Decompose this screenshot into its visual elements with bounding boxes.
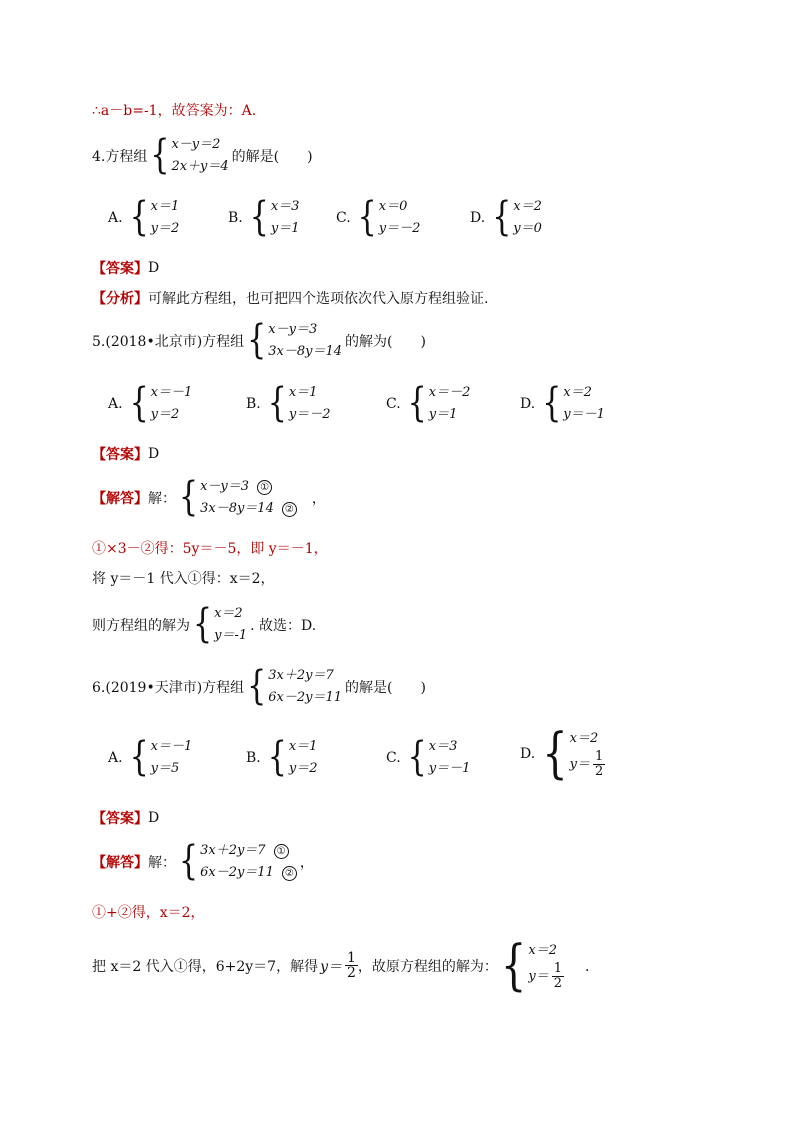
q5-answer — [92, 444, 159, 464]
q3-conclusion-text: ∴a－b=-1，故答案为：A. — [92, 103, 257, 119]
q6-option-b-y: y＝2 — [288, 761, 318, 776]
q6-option-a-label: A. — [108, 750, 123, 766]
q3-conclusion — [92, 100, 256, 120]
q6-solution-eq-2: 6x－2y＝11 — [200, 865, 274, 880]
circled-two-icon: ② — [282, 502, 297, 517]
q5-step-1 — [92, 538, 328, 558]
q4-system — [150, 131, 229, 179]
brace-icon: { — [129, 379, 149, 427]
brace-icon: { — [542, 722, 568, 785]
q5-step-3-y: y＝-1 — [214, 628, 248, 643]
q6-answer-value: D — [148, 810, 160, 826]
brace-icon: { — [267, 733, 287, 781]
q5-option-c-x: x＝－2 — [428, 385, 471, 400]
q4-option-a-y: y＝2 — [150, 221, 180, 236]
q6-solution — [92, 837, 314, 885]
q5-stem-suffix: 的解为( ) — [345, 334, 426, 350]
q5-solution-system — [179, 473, 297, 521]
fraction-denominator: 2 — [553, 976, 563, 991]
brace-icon: { — [129, 733, 149, 781]
q5-step-3-x: x＝2 — [214, 606, 243, 621]
q4-option-c-label: C. — [336, 210, 351, 226]
q6-option-c-y: y＝－1 — [428, 761, 471, 776]
q6-option-a — [108, 733, 195, 781]
q6-option-d — [520, 722, 608, 785]
q5-step-3 — [92, 600, 317, 648]
q6-option-d-x: x＝2 — [569, 731, 599, 746]
q6-step-2 — [92, 934, 600, 997]
q5-answer-tag: 【答案】 — [92, 447, 148, 463]
q4-option-d-label: D. — [470, 210, 486, 226]
brace-icon: { — [193, 600, 213, 648]
q5-solution-tag: 【解答】 — [92, 491, 148, 507]
q6-eq-2: 6x－2y＝11 — [268, 690, 343, 705]
q4-option-d-y: y＝0 — [513, 221, 542, 236]
circled-one-icon: ① — [274, 844, 289, 859]
q6-final-suffix: ． — [585, 958, 600, 975]
q5-solution — [92, 473, 326, 521]
q5-step-1-text: ①×3－②得：5y＝－5，即 y＝－1， — [92, 541, 328, 557]
q5-step-3-prefix: 则方程组的解为 — [92, 618, 190, 634]
q5-step-2 — [92, 568, 275, 588]
q5-stem — [92, 316, 426, 364]
q6-stem-suffix: 的解是( ) — [345, 680, 426, 696]
q4-option-b — [228, 193, 302, 241]
q4-answer-value: D — [148, 260, 160, 276]
q5-option-b-x: x＝1 — [288, 385, 318, 400]
brace-icon: { — [357, 193, 377, 241]
q5-option-a — [108, 379, 195, 427]
q6-step-2-mid: ，故原方程组的解为： — [357, 958, 498, 975]
q4-option-b-label: B. — [228, 210, 243, 226]
q6-final-y-prefix: y＝ — [528, 968, 549, 984]
q5-option-c-label: C. — [386, 396, 401, 412]
q6-solution-eq-1: 3x＋2y＝7 — [200, 843, 266, 858]
q6-system — [247, 662, 343, 710]
q6-step-1 — [92, 902, 205, 922]
brace-icon: { — [407, 733, 427, 781]
q6-option-c — [386, 733, 473, 781]
fraction-denominator: 2 — [347, 965, 356, 981]
q5-step-3-suffix: . 故选：D. — [250, 618, 317, 634]
q6-answer-tag: 【答案】 — [92, 811, 148, 827]
q4-eq-2: 2x＋y＝4 — [171, 159, 229, 174]
q4-option-c-y: y＝－2 — [378, 221, 421, 236]
q5-option-d — [520, 379, 608, 427]
q6-option-a-x: x＝－1 — [150, 739, 193, 754]
q4-stem-suffix: 的解是( ) — [231, 149, 313, 165]
q5-option-a-y: y＝2 — [150, 407, 180, 422]
brace-icon: { — [500, 934, 527, 997]
q4-analysis-text: 可解此方程组，也可把四个选项依次代入原方程组验证. — [148, 291, 489, 307]
q6-step-2-fraction — [345, 951, 358, 980]
q6-after-system: ， — [299, 855, 314, 871]
circled-one-icon: ① — [257, 480, 272, 495]
q6-answer — [92, 808, 159, 828]
q5-eq-1: x－y＝3 — [268, 322, 318, 337]
brace-icon: { — [407, 379, 427, 427]
fraction-denominator: 2 — [595, 764, 604, 779]
q5-option-d-x: x＝2 — [563, 385, 592, 400]
q5-solution-intro: 解： — [148, 491, 176, 507]
q5-step-2-text: 将 y＝－1 代入①得：x＝2， — [92, 571, 275, 587]
q5-option-a-label: A. — [108, 396, 123, 412]
q5-solution-eq-2: 3x－8y＝14 — [200, 501, 274, 516]
q6-stem — [92, 662, 426, 710]
q4-stem-prefix: 4.方程组 — [92, 149, 148, 165]
fraction-numerator: 1 — [347, 950, 356, 966]
q6-step-2-prefix: 把 x＝2 代入①得，6+2y＝7，解得 — [92, 958, 319, 975]
q6-solution-intro: 解： — [148, 855, 176, 871]
q5-option-b — [246, 379, 333, 427]
q6-option-c-label: C. — [386, 750, 401, 766]
brace-icon: { — [542, 379, 562, 427]
q5-option-b-y: y＝－2 — [288, 407, 331, 422]
q6-option-d-y-prefix: y＝ — [569, 756, 590, 772]
q4-option-d — [470, 193, 545, 241]
q4-option-c — [336, 193, 423, 241]
q4-option-b-y: y＝1 — [270, 221, 300, 236]
q6-final-x: x＝2 — [528, 943, 557, 958]
q6-final-system — [500, 934, 564, 997]
q5-system — [247, 316, 343, 364]
q6-final-fraction — [552, 962, 564, 991]
q6-option-a-y: y＝5 — [150, 761, 180, 776]
brace-icon: { — [247, 316, 267, 364]
q4-analysis — [92, 288, 488, 308]
q5-option-d-label: D. — [520, 396, 536, 412]
q4-stem — [92, 131, 313, 179]
fraction-numerator: 1 — [595, 749, 604, 764]
fraction-numerator: 1 — [553, 961, 563, 976]
q6-option-d-fraction — [593, 750, 605, 779]
q5-answer-value: D — [148, 446, 160, 462]
brace-icon: { — [267, 379, 287, 427]
q4-eq-1: x－y＝2 — [171, 137, 221, 152]
q5-option-b-label: B. — [246, 396, 261, 412]
q5-after-system: ， — [311, 491, 326, 507]
q5-stem-prefix: 5.(2018•北京市)方程组 — [92, 334, 245, 350]
q6-option-b-label: B. — [246, 750, 261, 766]
brace-icon: { — [249, 193, 269, 241]
brace-icon: { — [179, 837, 199, 885]
q4-option-a-x: x＝1 — [150, 199, 180, 214]
q4-option-d-x: x＝2 — [513, 199, 542, 214]
q4-option-c-x: x＝0 — [378, 199, 408, 214]
q4-analysis-tag: 【分析】 — [92, 291, 148, 307]
q5-eq-2: 3x－8y＝14 — [268, 344, 343, 359]
q4-option-b-x: x＝3 — [270, 199, 300, 214]
q4-option-a — [108, 193, 182, 241]
q4-option-a-label: A. — [108, 210, 123, 226]
q5-solution-eq-1: x－y＝3 — [200, 479, 250, 494]
q6-step-1-text: ①+②得，x＝2， — [92, 905, 205, 921]
q6-option-c-x: x＝3 — [428, 739, 458, 754]
q5-option-a-x: x＝－1 — [150, 385, 193, 400]
q6-step-2-y: y＝ — [320, 958, 342, 975]
brace-icon: { — [129, 193, 149, 241]
q5-option-c — [386, 379, 473, 427]
q6-option-b-x: x＝1 — [288, 739, 318, 754]
circled-two-icon: ② — [282, 866, 297, 881]
brace-icon: { — [492, 193, 512, 241]
q5-option-c-y: y＝1 — [428, 407, 458, 422]
q5-step-3-system — [193, 600, 248, 648]
q6-solution-system — [179, 837, 297, 885]
brace-icon: { — [179, 473, 199, 521]
q6-stem-prefix: 6.(2019•天津市)方程组 — [92, 680, 245, 696]
q4-answer-tag: 【答案】 — [92, 261, 148, 277]
q6-option-b — [246, 733, 320, 781]
q6-solution-tag: 【解答】 — [92, 855, 148, 871]
q4-answer — [92, 258, 159, 278]
q5-option-d-y: y＝－1 — [563, 407, 605, 422]
brace-icon: { — [150, 131, 170, 179]
q6-eq-1: 3x＋2y＝7 — [268, 668, 334, 683]
q6-option-d-label: D. — [520, 745, 536, 762]
brace-icon: { — [247, 662, 267, 710]
